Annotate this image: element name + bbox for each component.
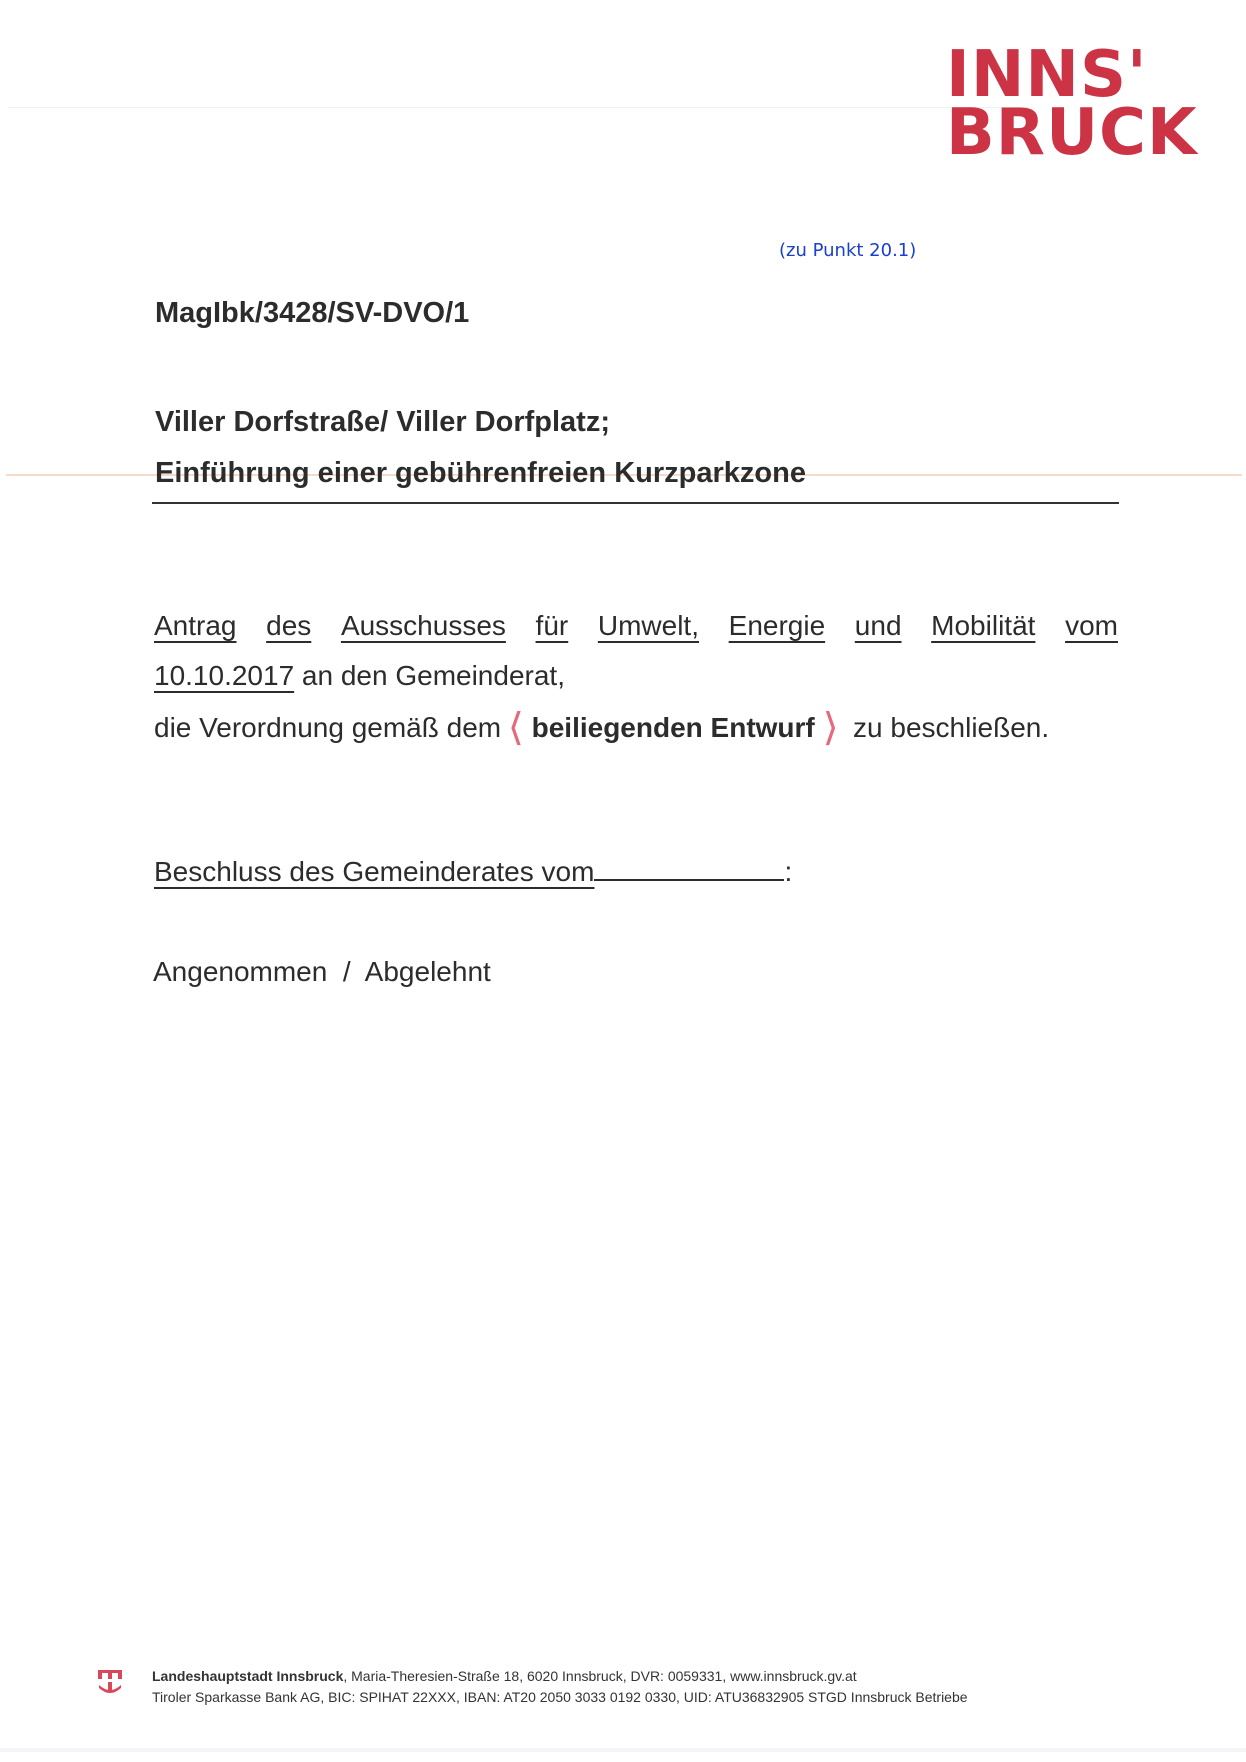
subject-line-1: Viller Dorfstraße/ Viller Dorfplatz; — [155, 406, 610, 438]
innsbruck-logo — [946, 38, 1198, 170]
decision-outcome: Angenommen / Abgelehnt — [153, 956, 491, 987]
motion-suffix: zu beschließen. — [845, 712, 1050, 743]
motion-line-3 — [154, 701, 1118, 753]
motion-word: Energie — [728, 610, 826, 641]
motion-line-1 — [154, 601, 1118, 651]
subject-line-2: Einführung einer gebührenfreien Kurzparkzone — [155, 457, 806, 489]
document-id: MagIbk/3428/SV-DVO/1 — [155, 297, 470, 329]
subject-divider — [152, 502, 1119, 504]
motion-word: und — [854, 610, 902, 641]
agenda-reference: (zu Punkt 20.1) — [779, 240, 917, 261]
logo-line-1: INNS' — [946, 38, 1148, 112]
footer-address: , Maria-Theresien-Straße 18, 6020 Innsbruck, DVR: 0059331, www.innsbruck.gv.at — [343, 1668, 857, 1684]
council-decision — [154, 856, 792, 888]
decision-colon: : — [784, 856, 793, 887]
footer-org: Landeshauptstadt Innsbruck — [152, 1668, 344, 1684]
motion-line-2 — [154, 651, 1118, 701]
motion-word: Antrag — [154, 610, 237, 641]
scan-artifact-line — [0, 1748, 1246, 1752]
motion-word: für — [535, 610, 569, 641]
letterhead-footer — [152, 1666, 968, 1708]
motion-date: 10.10.2017 — [154, 660, 295, 691]
open-angle-mark-icon: ❬ — [506, 707, 527, 745]
footer-address-line — [152, 1666, 968, 1687]
decision-date-blank — [594, 857, 784, 881]
decision-label: Beschluss des Gemeinderates vom — [154, 856, 595, 887]
close-angle-mark-icon: ❭ — [820, 707, 840, 745]
city-emblem-icon — [96, 1668, 124, 1698]
logo-line-2: BRUCK — [946, 96, 1198, 170]
motion-word: Mobilität — [931, 610, 1036, 641]
subject-heading — [155, 397, 806, 499]
motion-word: Umwelt, — [597, 610, 699, 641]
motion-word: des — [266, 610, 312, 641]
motion-word: Ausschusses — [340, 610, 506, 641]
scan-artifact-line — [8, 107, 1028, 108]
attachment-reference: beiliegenden Entwurf — [531, 712, 815, 743]
motion-text — [154, 601, 1118, 753]
motion-recipient: an den Gemeinderat, — [294, 660, 565, 691]
motion-prefix: die Verordnung gemäß dem — [154, 712, 502, 743]
footer-bank-line: Tiroler Sparkasse Bank AG, BIC: SPIHAT 22XXX, IBAN: AT20 2050 3033 0192 0330, UID: ATU36832905 STGD Innsbruck Betriebe — [152, 1689, 968, 1705]
motion-word: vom — [1065, 610, 1118, 641]
